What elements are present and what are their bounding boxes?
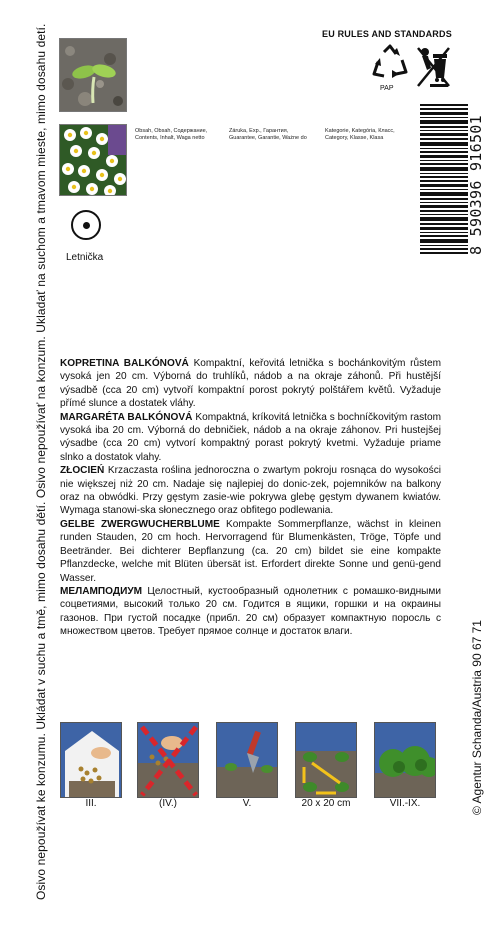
storage-warning-text: Osivo nepoužívat ke konzumu. Ukládat v suchu a tmě, mimo dosahu dětí. Osivo nepoužívať na konzum. Ukladať na suchom a tmavom mieste, mimo dosahu detí. <box>34 23 48 900</box>
description-pl <box>60 464 441 518</box>
direct-sowing-crossed-icon <box>137 722 199 798</box>
annual-label: Letnička <box>66 252 104 263</box>
name-pl: ZŁOCIEŃ <box>60 465 105 477</box>
step-label-4: 20 x 20 cm <box>301 798 351 809</box>
pap-label: PAP <box>380 85 394 92</box>
info-category <box>325 128 420 142</box>
name-cz: KOPRETINA BALKÓNOVÁ <box>60 358 189 369</box>
seedling-photo <box>59 38 127 112</box>
text-cz: Kompaktní, keřovitá letnička s bochánkovitým růstem vysoká jen 20 cm. Výborná do truhlíků, nádob a na okraje záhonů. Při hustější výsadbě (cca 20 cm) vytvoří kompaktní porost pokrytý polštářem květů. Vyžaduje přímé slunce a dostatek vláhy. <box>60 358 442 410</box>
name-sk: MARGARÉTA BALKÓNOVÁ <box>60 411 193 423</box>
step-label-2: (IV.) <box>159 798 177 809</box>
description-sk <box>60 411 441 465</box>
text-de: Kompakte Sommerpflanze, wächst in kleinen runden Stauden, 20 cm hoch. Hervorragend für Blumenkästen, Tröge, Töpfe und Beetränder. Bei dichterer Bepflanzung (ca. 20 cm) bildet sie eine kompakte Pflanzdecke, welche mit Blüten übersät ist. Erfordert direkte Sonne und genü-gend Wasser. <box>60 518 441 584</box>
name-ru: МЕЛАМПОДИУМ <box>60 585 143 597</box>
text-ru: Целостный, кустообразный однолетник с ромашко-видными соцветиями, высокий только 20 см. Годится в ящики, горшки и на окраины газонов. При густой посадке (прибл. 20 см) образует компактную поросль с множеством цветов. Требует прямое солнце и достаток влаги. <box>60 585 441 638</box>
spacing-icon <box>295 722 357 798</box>
step-label-1: III. <box>85 798 97 809</box>
trash-bin-icon <box>416 44 450 88</box>
flowering-icon <box>374 722 436 798</box>
description-block <box>60 357 441 639</box>
info-guarantee <box>229 128 324 142</box>
transplanting-icon <box>216 722 278 798</box>
sowing-indoors-icon <box>60 722 122 798</box>
description-ru <box>60 585 441 639</box>
description-cz <box>60 357 441 411</box>
info-contents-text: Obsah, Obsah, Содержание, Contents, Inhalt, Waga netto <box>135 128 208 141</box>
name-de: GELBE ZWERGWUCHERBLUME <box>60 518 220 530</box>
text-sk: Kompaktná, kríkovitá letnička s bochníčkovitým rastom vysoká iba 20 cm. Výborná do debničiek, nádob a na okraje záhonov. Pri hustejšej výsadbe (cca 20 cm) vytvorí kompaktný porast pokrytý kvetmi. Vyžaduje priame slnko a dostatok vlahy. <box>60 411 441 463</box>
eu-rules-title: EU RULES AND STANDARDS <box>322 29 452 39</box>
annual-icon-dot <box>83 222 90 229</box>
agency-note: © Agentur Schanda/Austria 90 67 71 <box>470 620 484 815</box>
step-label-3: V. <box>242 798 252 809</box>
barcode-digits: 8 590396 916501 <box>467 115 485 255</box>
info-guarantee-text: Záruka, Exp., Гарантия, Guarantee, Garantie, Ważne do <box>229 128 307 141</box>
recycle-icon <box>370 44 410 84</box>
description-de <box>60 518 441 585</box>
text-pl: Krzaczasta roślina jednoroczna o zwartym pokroju rosnąca do wysokości nie większej niż 20 cm. Nadaje się najlepiej do donic-zek, pojemników na balkony oraz na obwódki. Przy gęstym zasie-wie pokrywa glebę gęstym dywanem kwiatów. Wymaga stanowi-ska słonecznego oraz obfitego podlewania. <box>60 465 441 517</box>
step-label-5: VII.-IX. <box>389 798 421 809</box>
info-contents <box>135 128 225 142</box>
info-category-text: Kategorie, Kategória, Класс, Category, Klasse, Klasa <box>325 128 395 141</box>
barcode <box>420 104 468 254</box>
flower-photo <box>59 124 127 196</box>
